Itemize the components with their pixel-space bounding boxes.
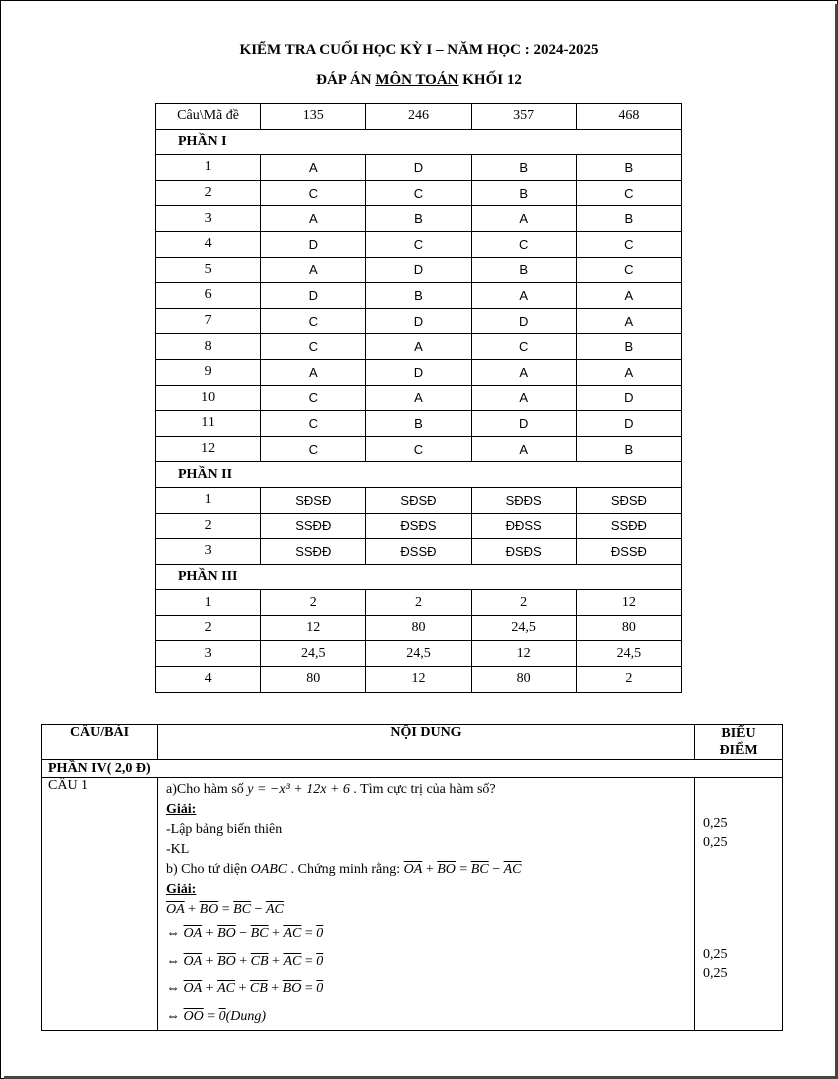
question-number-cell: 2	[156, 513, 261, 539]
answer-cell: B	[576, 436, 681, 462]
answer-cell: C	[261, 385, 366, 411]
part1-answer-row	[156, 385, 682, 411]
answer-cell: C	[366, 436, 471, 462]
answer-cell: D	[261, 231, 366, 257]
part-b-statement: b) Cho tứ diện OABC . Chứng minh rằng: $\overline{OA} + \overline{BO} = \overline{BC} - \overline{AC}$	[166, 862, 522, 877]
answer-cell: ĐĐSS	[471, 513, 576, 539]
answer-cell: D	[576, 385, 681, 411]
question-label: CÂU 1	[42, 778, 158, 1031]
answer-cell: 12	[261, 615, 366, 641]
proof-line-3: ⇔ $\overline{OA} + \overline{BO} + \overline{CB} + \overline{AC} = 0$	[166, 953, 324, 969]
answer-key-table	[155, 103, 682, 693]
answer-cell: 2	[471, 590, 576, 616]
answer-cell: B	[576, 334, 681, 360]
part1-answer-row	[156, 283, 682, 309]
proof-line-2: ⇔ $\overline{OA} + \overline{BO} - \overline{BC} + \overline{AC} = 0$	[166, 926, 324, 941]
part1-answer-row	[156, 411, 682, 437]
question-number-cell: 4	[156, 667, 261, 693]
answer-cell: A	[471, 206, 576, 232]
answer-cell: 80	[261, 667, 366, 693]
answer-cell: 80	[366, 615, 471, 641]
part1-row	[156, 129, 682, 155]
answer-cell: C	[261, 334, 366, 360]
answer-cell: C	[261, 436, 366, 462]
part2-row	[156, 462, 682, 488]
answer-cell: 12	[471, 641, 576, 667]
header-exam-code: 357	[471, 104, 576, 130]
answer-cell: B	[471, 155, 576, 181]
question-number-cell: 2	[156, 615, 261, 641]
part1-answer-row	[156, 308, 682, 334]
answer-cell: D	[471, 308, 576, 334]
part3-answer-row	[156, 667, 682, 693]
question-number-cell: 5	[156, 257, 261, 283]
answer-cell: C	[261, 180, 366, 206]
answer-cell: A	[261, 359, 366, 385]
answer-cell: A	[471, 385, 576, 411]
part1-answer-row	[156, 206, 682, 232]
part1-answer-row	[156, 257, 682, 283]
part3-row	[156, 564, 682, 590]
answer-cell: C	[366, 180, 471, 206]
essay-answer-table	[41, 724, 783, 1031]
part2-answer-row	[156, 487, 682, 513]
question-number-cell: 11	[156, 411, 261, 437]
question-number-cell: 12	[156, 436, 261, 462]
part3-answer-row	[156, 641, 682, 667]
answer-cell: A	[471, 359, 576, 385]
proof-line-1: $\overline{OA} + \overline{BO} = \overline{BC} - \overline{AC}$	[166, 902, 284, 917]
col-header-score: BIỂU ĐIỂM	[695, 725, 783, 760]
part1-answer-row	[156, 155, 682, 181]
answer-cell: ĐSSĐ	[576, 539, 681, 565]
score-b2: 0,25	[703, 966, 728, 981]
answer-cell: SĐSĐ	[576, 487, 681, 513]
answer-cell: 2	[576, 667, 681, 693]
col-header-content: NỘI DUNG	[158, 725, 695, 760]
answer-cell: C	[471, 334, 576, 360]
question-content	[158, 778, 695, 1031]
answer-cell: ĐSĐS	[366, 513, 471, 539]
header-exam-code: 135	[261, 104, 366, 130]
part1-answer-row	[156, 180, 682, 206]
part3-label: PHẦN III	[156, 564, 682, 590]
answer-cell: SSĐĐ	[576, 513, 681, 539]
answer-cell: ĐSĐS	[471, 539, 576, 565]
answer-key-title: ĐÁP ÁN MÔN TOÁN KHỐI 12	[316, 72, 522, 88]
answer-cell: A	[576, 283, 681, 309]
question-number-cell: 7	[156, 308, 261, 334]
proof-line-5: ⇔ $\overline{OO}$ = 0(Dung)	[166, 1008, 267, 1024]
answer-cell: B	[576, 206, 681, 232]
answer-cell: C	[261, 308, 366, 334]
part2-answer-row	[156, 539, 682, 565]
answer-cell: C	[261, 411, 366, 437]
answer-cell: A	[366, 334, 471, 360]
question-number-cell: 2	[156, 180, 261, 206]
part3-answer-row	[156, 615, 682, 641]
part4-label: PHẦN IV( 2,0 Đ)	[42, 760, 783, 778]
question-number-cell: 3	[156, 206, 261, 232]
answer-cell: 12	[576, 590, 681, 616]
part1-answer-row	[156, 231, 682, 257]
answer-cell: B	[366, 283, 471, 309]
answer-cell: 80	[471, 667, 576, 693]
answer-cell: C	[366, 231, 471, 257]
part2-answer-row	[156, 513, 682, 539]
answer-cell: SĐSĐ	[366, 487, 471, 513]
part2-label: PHẦN II	[156, 462, 682, 488]
answer-cell: 80	[576, 615, 681, 641]
question-number-cell: 3	[156, 641, 261, 667]
step-bbt: -Lập bảng biến thiên	[166, 822, 283, 837]
answer-cell: A	[471, 436, 576, 462]
answer-cell: A	[576, 359, 681, 385]
score-column	[695, 778, 783, 1031]
question-number-cell: 1	[156, 590, 261, 616]
essay-header-row	[42, 725, 783, 760]
answer-cell: ĐSSĐ	[366, 539, 471, 565]
answer-cell: D	[366, 257, 471, 283]
answer-cell: 24,5	[576, 641, 681, 667]
question-number-cell: 1	[156, 155, 261, 181]
score-a2: 0,25	[703, 835, 728, 850]
answer-cell: C	[576, 231, 681, 257]
answer-cell: B	[366, 206, 471, 232]
answer-cell: D	[261, 283, 366, 309]
answer-cell: 2	[261, 590, 366, 616]
score-b1: 0,25	[703, 947, 728, 962]
question-number-cell: 6	[156, 283, 261, 309]
answer-cell: B	[471, 180, 576, 206]
part1-answer-row	[156, 359, 682, 385]
answer-cell: C	[576, 180, 681, 206]
answer-cell: B	[366, 411, 471, 437]
question-number-cell: 9	[156, 359, 261, 385]
giai-label-b: Giải:	[166, 882, 197, 897]
answer-cell: 24,5	[366, 641, 471, 667]
answer-cell: SSĐĐ	[261, 513, 366, 539]
answer-cell: C	[471, 231, 576, 257]
answer-cell: 24,5	[471, 615, 576, 641]
header-question-code: Câu\Mã đề	[156, 104, 261, 130]
answer-cell: 2	[366, 590, 471, 616]
header-exam-code: 468	[576, 104, 681, 130]
part1-answer-row	[156, 436, 682, 462]
part-a-statement: a)Cho hàm số y = −x³ + 12x + 6 . Tìm cực trị của hàm số?	[166, 782, 496, 797]
answer-cell: SSĐĐ	[261, 539, 366, 565]
question-number-cell: 10	[156, 385, 261, 411]
part3-answer-row	[156, 590, 682, 616]
question-number-cell: 3	[156, 539, 261, 565]
answer-cell: SĐSĐ	[261, 487, 366, 513]
answer-cell: A	[576, 308, 681, 334]
answer-cell: D	[366, 308, 471, 334]
answer-cell: 12	[366, 667, 471, 693]
answer-cell: 24,5	[261, 641, 366, 667]
answer-cell: C	[576, 257, 681, 283]
col-header-question: CÂU/BÀI	[42, 725, 158, 760]
answer-cell: A	[261, 206, 366, 232]
answer-cell: A	[471, 283, 576, 309]
answer-cell: A	[261, 257, 366, 283]
answer-key-header-row	[156, 104, 682, 130]
answer-cell: D	[576, 411, 681, 437]
answer-cell: A	[366, 385, 471, 411]
exam-title: KIỂM TRA CUỐI HỌC KỲ I – NĂM HỌC : 2024-2025	[239, 42, 599, 58]
question-row	[42, 778, 783, 1031]
answer-cell: D	[366, 155, 471, 181]
answer-cell: B	[576, 155, 681, 181]
question-number-cell: 1	[156, 487, 261, 513]
answer-cell: B	[471, 257, 576, 283]
part4-row	[42, 760, 783, 778]
step-kl: -KL	[166, 842, 190, 857]
part1-label: PHẦN I	[156, 129, 682, 155]
answer-cell: SĐĐS	[471, 487, 576, 513]
part1-answer-row	[156, 334, 682, 360]
question-number-cell: 8	[156, 334, 261, 360]
question-number-cell: 4	[156, 231, 261, 257]
header-exam-code: 246	[366, 104, 471, 130]
giai-label: Giải:	[166, 802, 197, 817]
proof-line-4: ⇔ $\overline{OA} + \overline{AC} + \overline{CB} + \overline{BO} = 0$	[166, 981, 324, 996]
answer-cell: D	[366, 359, 471, 385]
answer-cell: A	[261, 155, 366, 181]
score-a1: 0,25	[703, 816, 728, 831]
answer-cell: D	[471, 411, 576, 437]
